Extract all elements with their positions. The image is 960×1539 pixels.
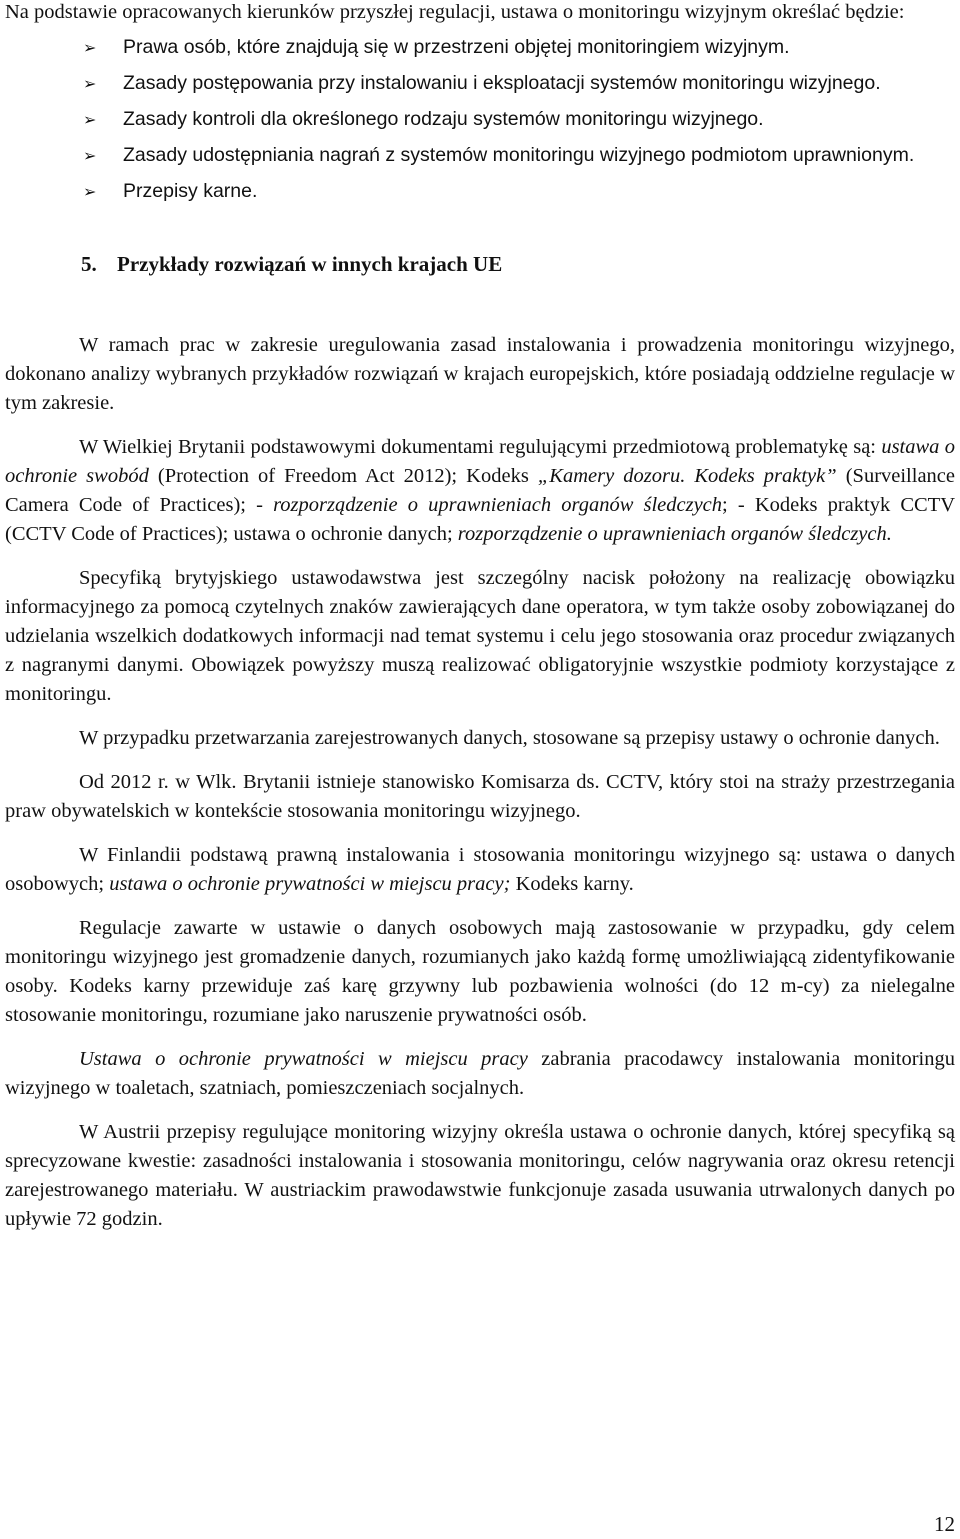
- arrow-bullet-icon: ➢: [83, 74, 97, 93]
- arrow-bullet-icon: ➢: [83, 110, 97, 129]
- section-body: [5, 331, 955, 1234]
- paragraph-finland-basis: W Finlandii podstawą prawną instalowania i stosowania monitoringu wizyjnego są: ustawa o danych osobowych; ustawa o ochronie prywatności w miejscu pracy; Kodeks karny.: [5, 844, 955, 895]
- arrow-bullet-icon: ➢: [83, 146, 97, 165]
- paragraph-finland-regulations: Regulacje zawarte w ustawie o danych osobowych mają zastosowanie w przypadku, gdy celem monitoringu wizyjnego jest gromadzenie danych, rozumianych jako każdą formę umożliwiającą zidentyfikowanie osoby. Kodeks karny przewiduje zaś karę grzywny lub pozbawienia wolności (do 12 m-cy) za nielegalne stosowanie monitoringu, rozumiane jako naruszenie prywatności osób.: [5, 917, 955, 1026]
- page-number: 12: [934, 1512, 955, 1536]
- section-title: Przykłady rozwiązań w innych krajach UE: [117, 252, 503, 276]
- list-item: ➢ Przepisy karne.: [123, 177, 955, 206]
- list-item: ➢ Zasady udostępniania nagrań z systemów monitoringu wizyjnego podmiotom uprawnionym.: [123, 141, 955, 170]
- paragraph-uk-commissioner: Od 2012 r. w Wlk. Brytanii istnieje stanowisko Komisarza ds. CCTV, który stoi na straży przestrzegania praw obywatelskich w kontekście stosowania monitoringu wizyjnego.: [5, 771, 955, 822]
- paragraph-uk-data-processing: W przypadku przetwarzania zarejestrowanych danych, stosowane są przepisy ustawy o ochronie danych.: [79, 727, 940, 749]
- list-item: ➢ Zasady postępowania przy instalowaniu i eksploatacji systemów monitoringu wizyjnego.: [123, 69, 955, 98]
- paragraph-uk-documents: W Wielkiej Brytanii podstawowymi dokumentami regulującymi przedmiotową problematykę są: ustawa o ochronie swobód (Protection of Freedom Act 2012); Kodeks „Kamery dozoru. Kodeks praktyk” (Surveillance Camera Code of Practices); - rozporządzenie o uprawnieniach organów śledczych; - Kodeks praktyk CCTV (CCTV Code of Practices); ustawa o ochronie danych; rozporządzenie o uprawnieniach organów śledczych.: [5, 436, 956, 545]
- intro-paragraph: Na podstawie opracowanych kierunków przyszłej regulacji, ustawa o monitoringu wizyjnym określać będzie:: [5, 1, 905, 23]
- paragraph-eu-analysis: W ramach prac w zakresie uregulowania zasad instalowania i prowadzenia monitoringu wizyjnego, dokonano analizy wybranych przykładów rozwiązań w krajach europejskich, które posiadają oddzielne regulacje w tym zakresie.: [5, 334, 955, 414]
- document-page: [5, 0, 955, 1234]
- regulation-scope-list: [5, 33, 955, 206]
- list-item: ➢ Zasady kontroli dla określonego rodzaju systemów monitoringu wizyjnego.: [123, 105, 955, 134]
- paragraph-finland-workplace: Ustawa o ochronie prywatności w miejscu pracy zabrania pracodawcy instalowania monitoringu wizyjnego w toaletach, szatniach, pomieszczeniach socjalnych.: [5, 1048, 955, 1099]
- arrow-bullet-icon: ➢: [83, 38, 97, 57]
- paragraph-austria: W Austrii przepisy regulujące monitoring wizyjny określa ustawa o ochronie danych, której specyfiką są sprecyzowane kwestie: zasadności instalowania i stosowania monitoringu, celów nagrywania oraz okresu retencji zarejestrowanego materiału. W austriackim prawodawstwie funkcjonuje zasada usuwania utrwalonych danych po upływie 72 godzin.: [5, 1121, 955, 1230]
- section-number: 5.: [81, 252, 97, 276]
- section-heading: [81, 250, 955, 279]
- paragraph-uk-specifics: Specyfiką brytyjskiego ustawodawstwa jest szczególny nacisk położony na realizację obowiązku informacyjnego za pomocą czytelnych znaków zawierających dane operatora, w tym także osoby zobowiązanej do udzielania wszelkich dodatkowych informacji nad temat systemu i celu jego stosowania oraz procedur związanych z nagranymi danymi. Obowiązek powyższy muszą realizować obligatoryjnie wszystkie podmioty korzystające z monitoringu.: [5, 567, 955, 705]
- arrow-bullet-icon: ➢: [83, 182, 97, 201]
- list-item: ➢ Prawa osób, które znajdują się w przestrzeni objętej monitoringiem wizyjnym.: [123, 33, 955, 62]
